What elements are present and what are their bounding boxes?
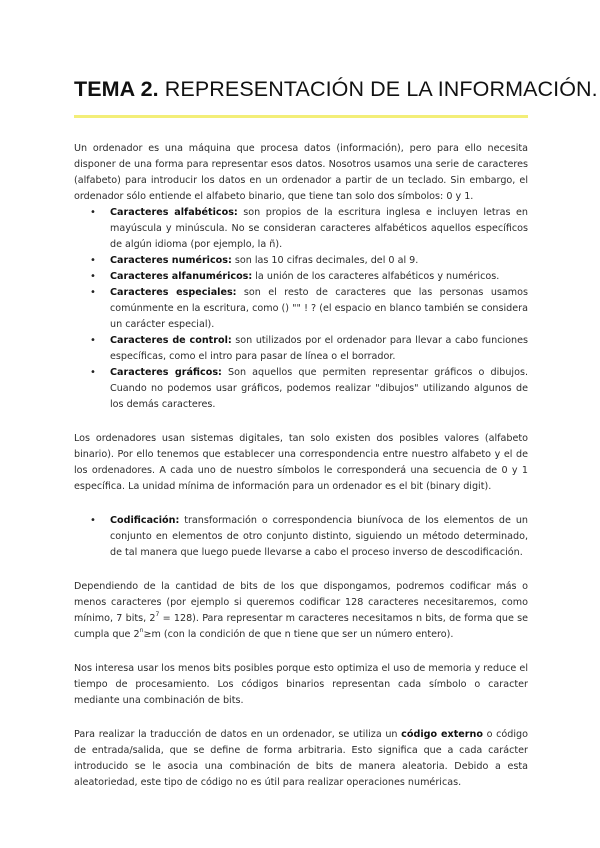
title-underline bbox=[74, 115, 528, 118]
character-types-list bbox=[74, 205, 528, 413]
list-item-term: Caracteres alfabéticos: bbox=[110, 207, 238, 218]
list-item-term: Codificación: bbox=[110, 515, 180, 526]
list-item-desc: son utilizados por el ordenador para llevar a cabo funciones específicas, como el intro para pasar de línea o el borrador. bbox=[110, 335, 528, 362]
list-item bbox=[74, 365, 528, 413]
list-item bbox=[74, 205, 528, 253]
list-item-desc: son propios de la escritura inglesa e incluyen letras en mayúscula y minúscula. No se consideran caracteres alfabéticos aquellos específicos de algún idioma (por ejemplo, la ñ). bbox=[110, 207, 528, 250]
list-item bbox=[74, 253, 528, 269]
intro-paragraph: Un ordenador es una máquina que procesa datos (información), pero para ello necesita disponer de una forma para representar esos datos. Nosotros usamos una serie de caracteres (alfabeto) para introducir los datos en un ordenador a partir de un teclado. Sin embargo, el ordenador sólo entiende el alfabeto binario, que tiene tan solo dos símbolos: 0 y 1. bbox=[74, 143, 528, 202]
list-item-term: Caracteres especiales: bbox=[110, 287, 237, 298]
coding-definition-list bbox=[74, 513, 528, 561]
list-item-term: Caracteres gráficos: bbox=[110, 367, 222, 378]
list-item-term: Caracteres de control: bbox=[110, 335, 232, 346]
list-item-desc: son el resto de caracteres que las personas usamos comúnmente en la escritura, como () "" ! ? (el espacio en blanco también se considera un carácter especial). bbox=[110, 287, 528, 330]
list-item bbox=[74, 513, 528, 561]
memory-paragraph: Nos interesa usar los menos bits posibles porque esto optimiza el uso de memoria y reduce el tiempo de procesamiento. Los códigos binarios representan cada símbolo o caracter mediante una combinación de bits. bbox=[74, 663, 528, 706]
list-item-desc: transformación o correspondencia biunívoca de los elementos de un conjunto en elementos de otro conjunto distinto, siguiendo un método determinado, de tal manera que luego puede llevarse a cabo el proceso inverso de descodificación. bbox=[110, 515, 528, 558]
bits-text-2: = 128). Para representar m caracteres necesitamos n bits, de forma que se cumpla que 2 bbox=[74, 613, 528, 640]
document-body bbox=[74, 141, 528, 791]
list-item bbox=[74, 285, 528, 333]
list-item-desc: son las 10 cifras decimales, del 0 al 9. bbox=[231, 255, 419, 266]
digital-systems-paragraph: Los ordenadores usan sistemas digitales, tan solo existen dos posibles valores (alfabeto binario). Por ello tenemos que establecer una correspondencia entre nuestro alfabeto y el de los ordenadores. A cada uno de nuestro símbolos le corresponderá una secuencia de 0 y 1 específica. La unidad mínima de información para un ordenador es el bit (binary digit). bbox=[74, 433, 528, 492]
bits-text-1: Dependiendo de la cantidad de bits de los que dispongamos, podremos codificar más o menos caracteres (por ejemplo si queremos codificar 128 caracteres necesitaremos, como mínimo, 7 bits, 2 bbox=[74, 581, 528, 624]
list-item-term: Caracteres numéricos: bbox=[110, 255, 232, 266]
external-code-term: código externo bbox=[401, 729, 483, 740]
external-code-paragraph bbox=[74, 727, 528, 791]
exponent-7: 7 bbox=[155, 610, 160, 618]
title-lead: TEMA 2. bbox=[74, 77, 159, 101]
external-text-2: o código de entrada/salida, que se define de forma arbitraria. Esto significa que a cada carácter introducido se le asocia una combinación de bits de manera aleatoria. Debido a esta aleatoriedad, este tipo de código no es útil para realizar operaciones numéricas. bbox=[74, 729, 528, 788]
title-rest: REPRESENTACIÓN DE LA INFORMACIÓN. bbox=[164, 77, 598, 101]
page-title bbox=[74, 76, 598, 102]
external-text-1: Para realizar la traducción de datos en un ordenador, se utiliza un bbox=[74, 729, 402, 740]
list-item-desc: la unión de los caracteres alfabéticos y numéricos. bbox=[252, 271, 500, 282]
list-item bbox=[74, 333, 528, 365]
list-item-desc: Son aquellos que permiten representar gráficos o dibujos. Cuando no podemos usar gráficos, podemos realizar "dibujos" utilizando algunos de los demás caracteres. bbox=[110, 367, 529, 410]
list-item-term: Caracteres alfanuméricos: bbox=[110, 271, 253, 282]
list-item bbox=[74, 269, 528, 285]
bits-text-3: ≥m (con la condición de que n tiene que ser un número entero). bbox=[143, 629, 454, 640]
bits-paragraph bbox=[74, 579, 528, 643]
exponent-n: n bbox=[139, 626, 144, 634]
